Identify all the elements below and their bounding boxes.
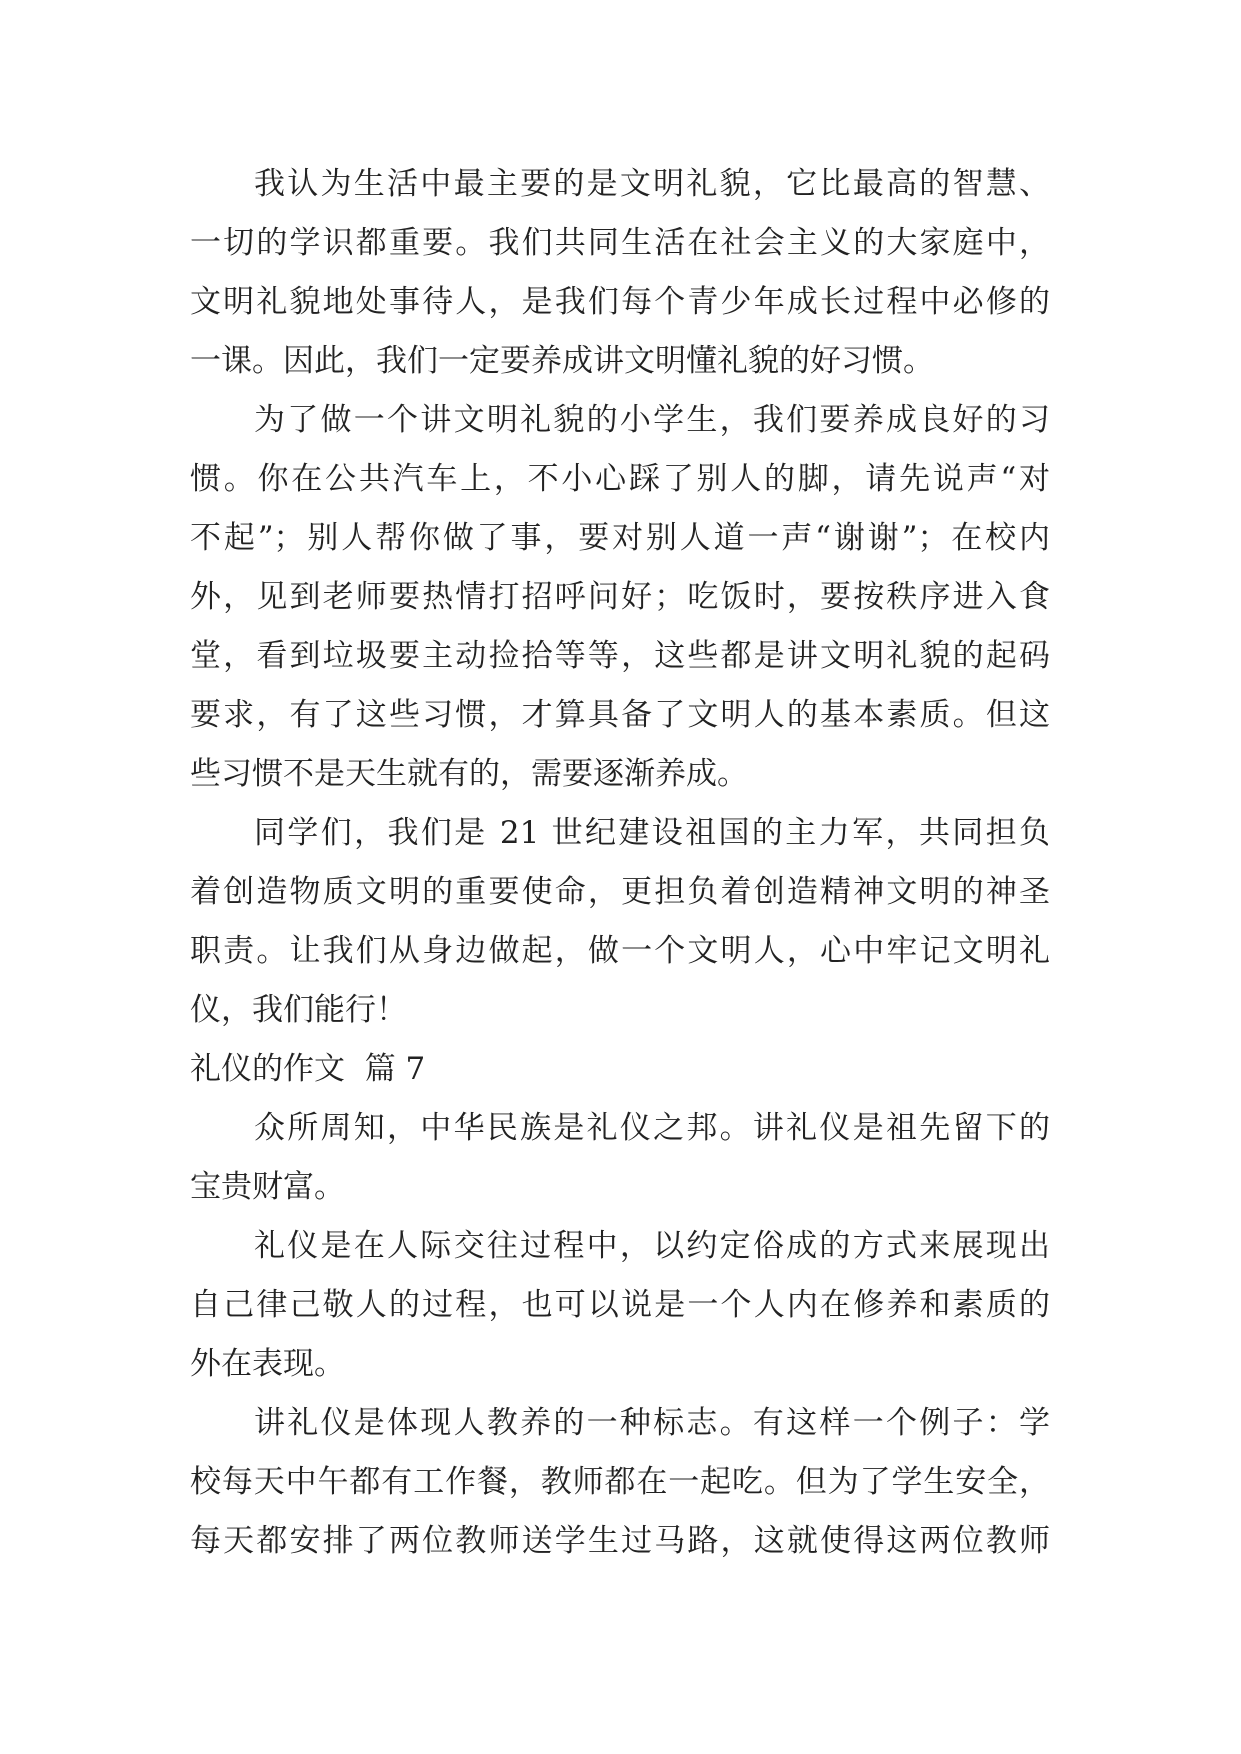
paragraph-line: 文明礼貌地处事待人，是我们每个青少年成长过程中必修的: [190, 284, 1050, 320]
paragraph-line: 我认为生活中最主要的是文明礼貌，它比最高的智慧、: [254, 166, 1050, 202]
paragraph-line: 堂，看到垃圾要主动捡拾等等，这些都是讲文明礼貌的起码: [190, 638, 1050, 674]
paragraph-line: 讲礼仪是体现人教养的一种标志。有这样一个例子：学: [254, 1405, 1050, 1441]
paragraph-line: 同学们，我们是 21 世纪建设祖国的主力军，共同担负: [254, 815, 1050, 851]
paragraph-line: 宝贵财富。: [190, 1169, 345, 1205]
paragraph-line: 礼仪是在人际交往过程中，以约定俗成的方式来展现出: [254, 1228, 1050, 1264]
paragraph-line: 一课。因此，我们一定要养成讲文明懂礼貌的好习惯。: [190, 343, 934, 379]
paragraph-line: 校每天中午都有工作餐，教师都在一起吃。但为了学生安全，: [190, 1464, 1050, 1500]
paragraph-line: 为了做一个讲文明礼貌的小学生，我们要养成良好的习: [254, 402, 1050, 438]
paragraph-line: 着创造物质文明的重要使命，更担负着创造精神文明的神圣: [190, 874, 1050, 910]
paragraph-line: 不起”；别人帮你做了事，要对别人道一声“谢谢”；在校内: [190, 520, 1050, 556]
paragraph-line: 些习惯不是天生就有的，需要逐渐养成。: [190, 756, 748, 792]
paragraph-line: 外，见到老师要热情打招呼问好；吃饭时，要按秩序进入食: [190, 579, 1050, 615]
paragraph-line: 要求，有了这些习惯，才算具备了文明人的基本素质。但这: [190, 697, 1050, 733]
paragraph-line: 众所周知，中华民族是礼仪之邦。讲礼仪是祖先留下的: [254, 1110, 1050, 1146]
section-heading: 礼仪的作文 篇 7: [190, 1051, 426, 1087]
paragraph-line: 外在表现。: [190, 1346, 345, 1382]
paragraph-line: 惯。你在公共汽车上，不小心踩了别人的脚，请先说声“对: [190, 461, 1050, 497]
paragraph-line: 仪，我们能行！: [190, 992, 407, 1028]
paragraph-line: 职责。让我们从身边做起，做一个文明人，心中牢记文明礼: [190, 933, 1050, 969]
paragraph-line: 每天都安排了两位教师送学生过马路，这就使得这两位教师: [190, 1523, 1050, 1559]
paragraph-line: 自己律己敬人的过程，也可以说是一个人内在修养和素质的: [190, 1287, 1050, 1323]
paragraph-line: 一切的学识都重要。我们共同生活在社会主义的大家庭中，: [190, 225, 1050, 261]
